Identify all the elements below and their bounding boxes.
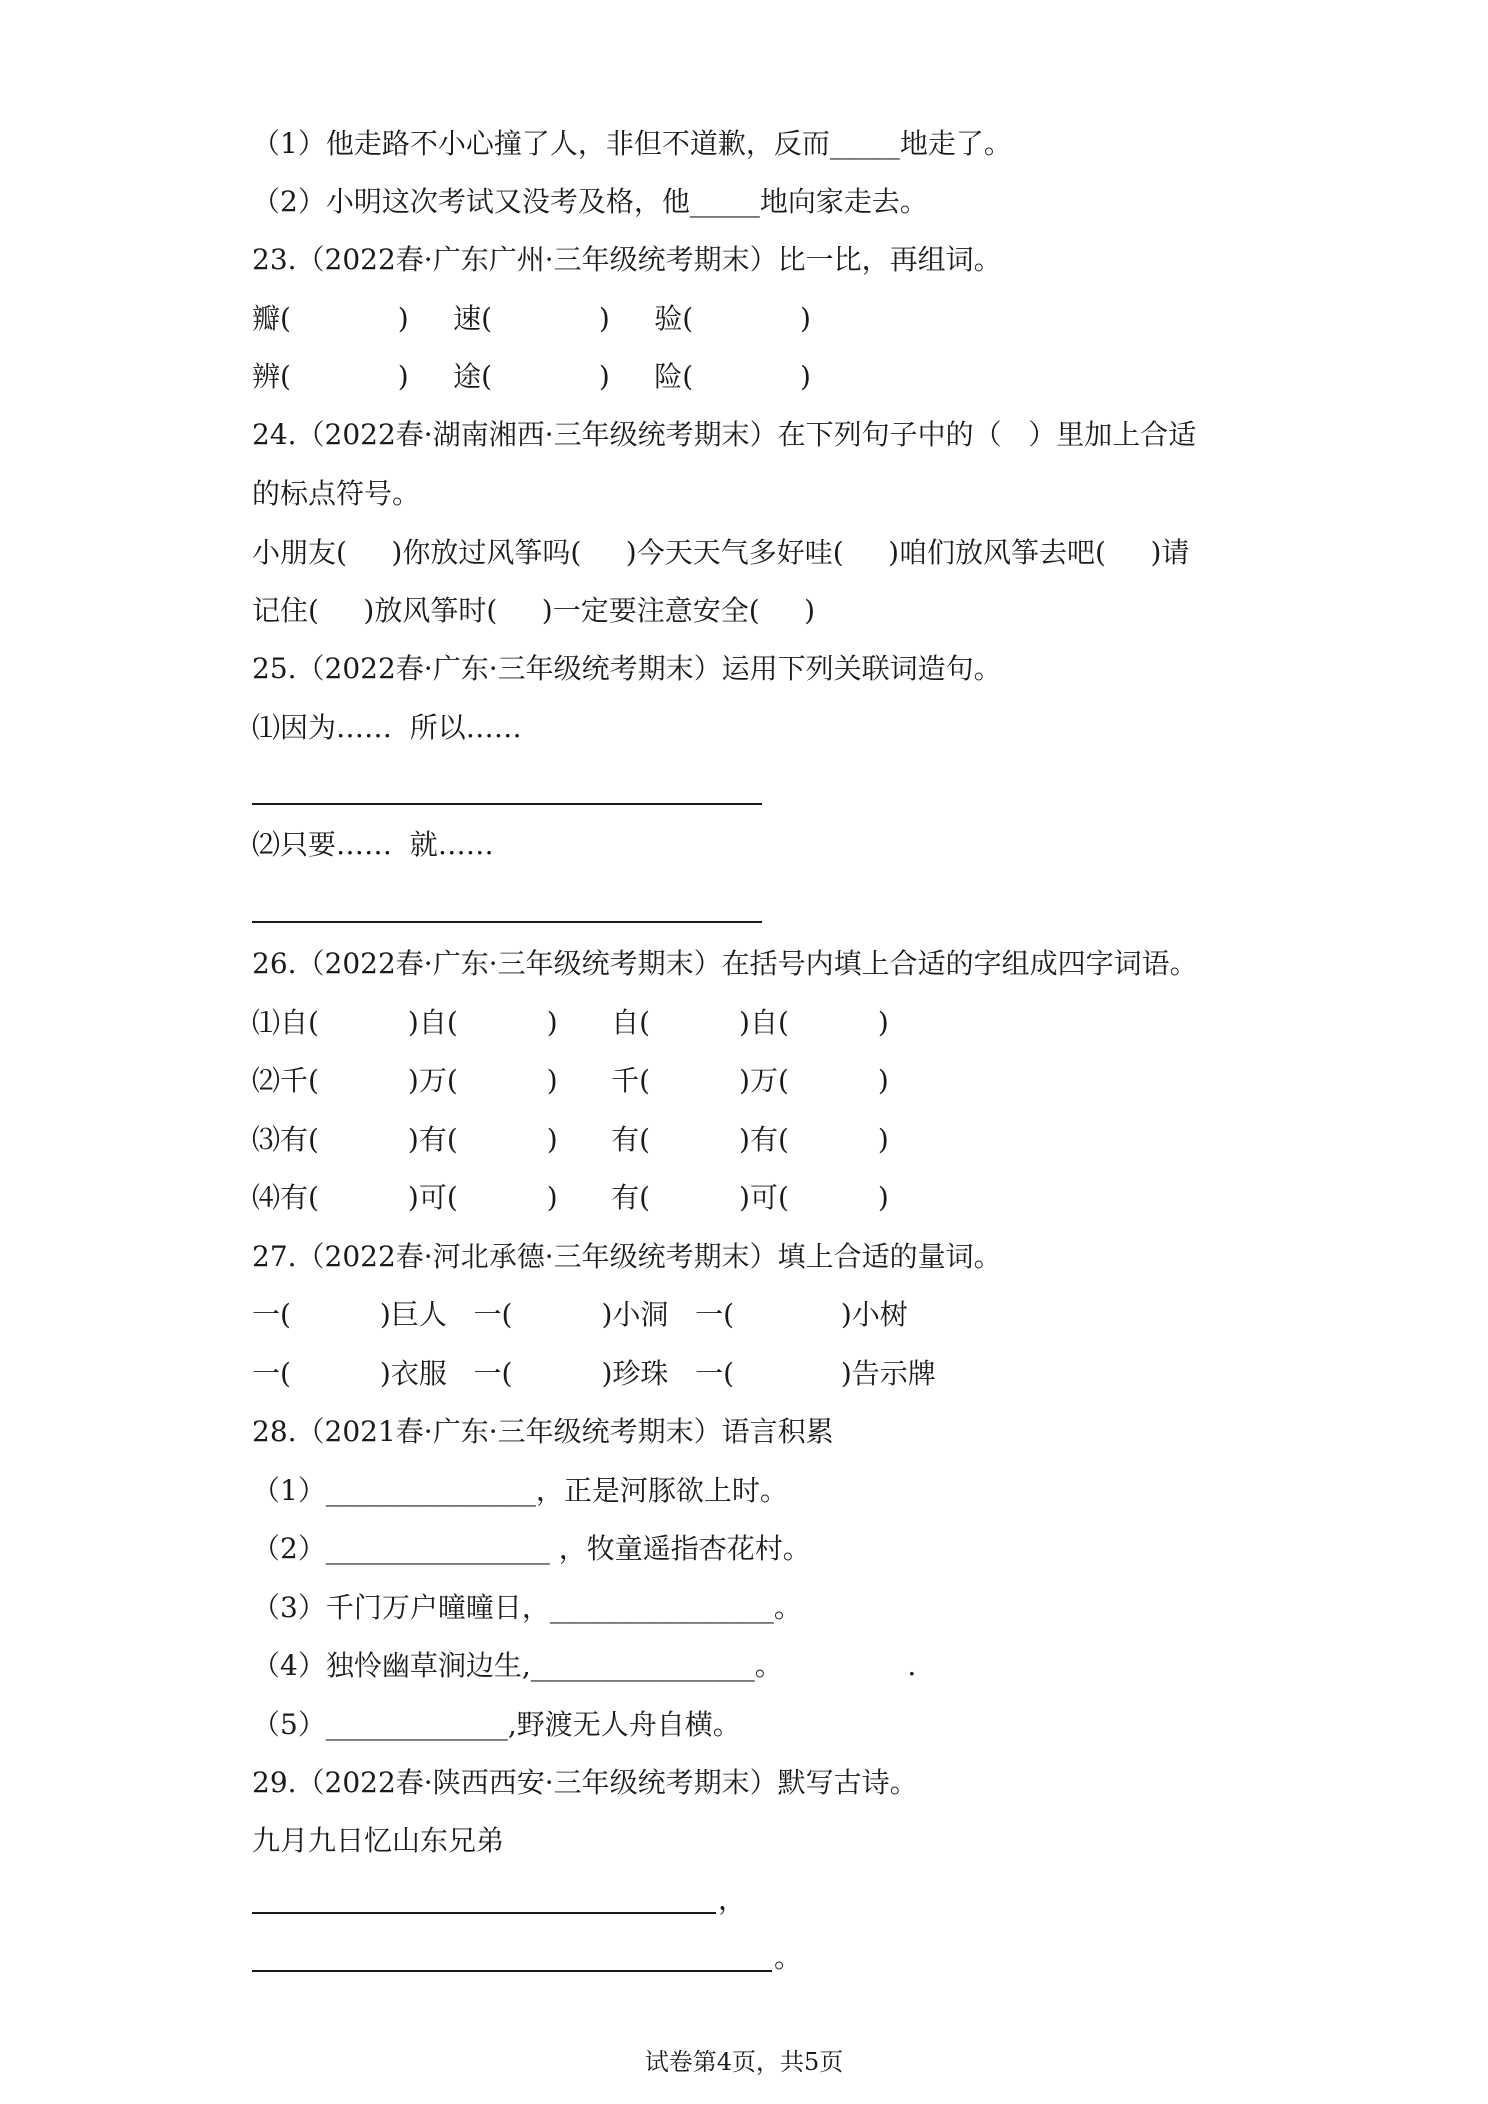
q25-item-1: ⑴因为…… 所以…… [252,711,522,744]
q28-item-3: （3）千门万户曈曈日，________________。 [252,1591,802,1624]
q24-heading-cont: 的标点符号。 [252,477,421,510]
q22-item-2: （2）小明这次考试又没考及格，他_____地向家走去。 [252,185,928,218]
q28-item-4: （4）独怜幽草涧边生,________________。 . [252,1649,917,1682]
q23-row-1: 瓣( ) 速( ) 验( ) [252,302,811,335]
q25-heading: 25.（2022春·广东·三年级统考期末）运用下列关联词造句。 [252,652,1002,685]
q28-heading: 28.（2021春·广东·三年级统考期末）语言积累 [252,1415,834,1448]
q26-item-2: ⑵千( )万( ) 千( )万( ) [252,1064,889,1097]
poem-title: 九月九日忆山东兄弟 [252,1824,505,1857]
q25-item-2: ⑵只要…… 就…… [252,828,494,861]
answer-line[interactable] [252,1970,772,1972]
q23-row-2: 辨( ) 途( ) 险( ) [252,360,811,393]
answer-line[interactable] [252,1912,716,1914]
q29-heading: 29.（2022春·陕西西安·三年级统考期末）默写古诗。 [252,1766,918,1799]
q26-heading: 26.（2022春·广东·三年级统考期末）在括号内填上合适的字组成四字词语。 [252,947,1198,980]
answer-line[interactable] [252,803,762,805]
q22-item-1: （1）他走路不小心撞了人，非但不道歉，反而_____地走了。 [252,127,1012,160]
q24-sentence-1: 小朋友( )你放过风筝吗( )今天天气多好哇( )咱们放风筝去吧( )请 [252,536,1190,569]
q24-sentence-2: 记住( )放风筝时( )一定要注意安全( ) [252,594,816,627]
q23-heading: 23.（2022春·广东广州·三年级统考期末）比一比，再组词。 [252,243,1002,276]
q27-heading: 27.（2022春·河北承德·三年级统考期末）填上合适的量词。 [252,1240,1002,1273]
page-footer: 试卷第4页，共5页 [644,2048,844,2076]
punctuation-period: 。 [774,1941,803,1974]
q27-row-1: 一( )巨人 一( )小洞 一( )小树 [252,1298,908,1331]
answer-line[interactable] [252,921,762,923]
q26-item-4: ⑷有( )可( ) 有( )可( ) [252,1181,889,1214]
q28-item-5: （5）_____________,野渡无人舟自横。 [252,1708,741,1741]
q28-item-2: （2）________________ ，牧童遥指杏花村。 [252,1532,811,1565]
q28-item-1: （1）_______________，正是河豚欲上时。 [252,1474,788,1507]
q24-heading: 24.（2022春·湖南湘西·三年级统考期末）在下列句子中的（ ）里加上合适 [252,418,1197,451]
punctuation-comma: ， [718,1883,747,1916]
q26-item-3: ⑶有( )有( ) 有( )有( ) [252,1123,889,1156]
q26-item-1: ⑴自( )自( ) 自( )自( ) [252,1006,889,1039]
q27-row-2: 一( )衣服 一( )珍珠 一( )告示牌 [252,1357,936,1390]
